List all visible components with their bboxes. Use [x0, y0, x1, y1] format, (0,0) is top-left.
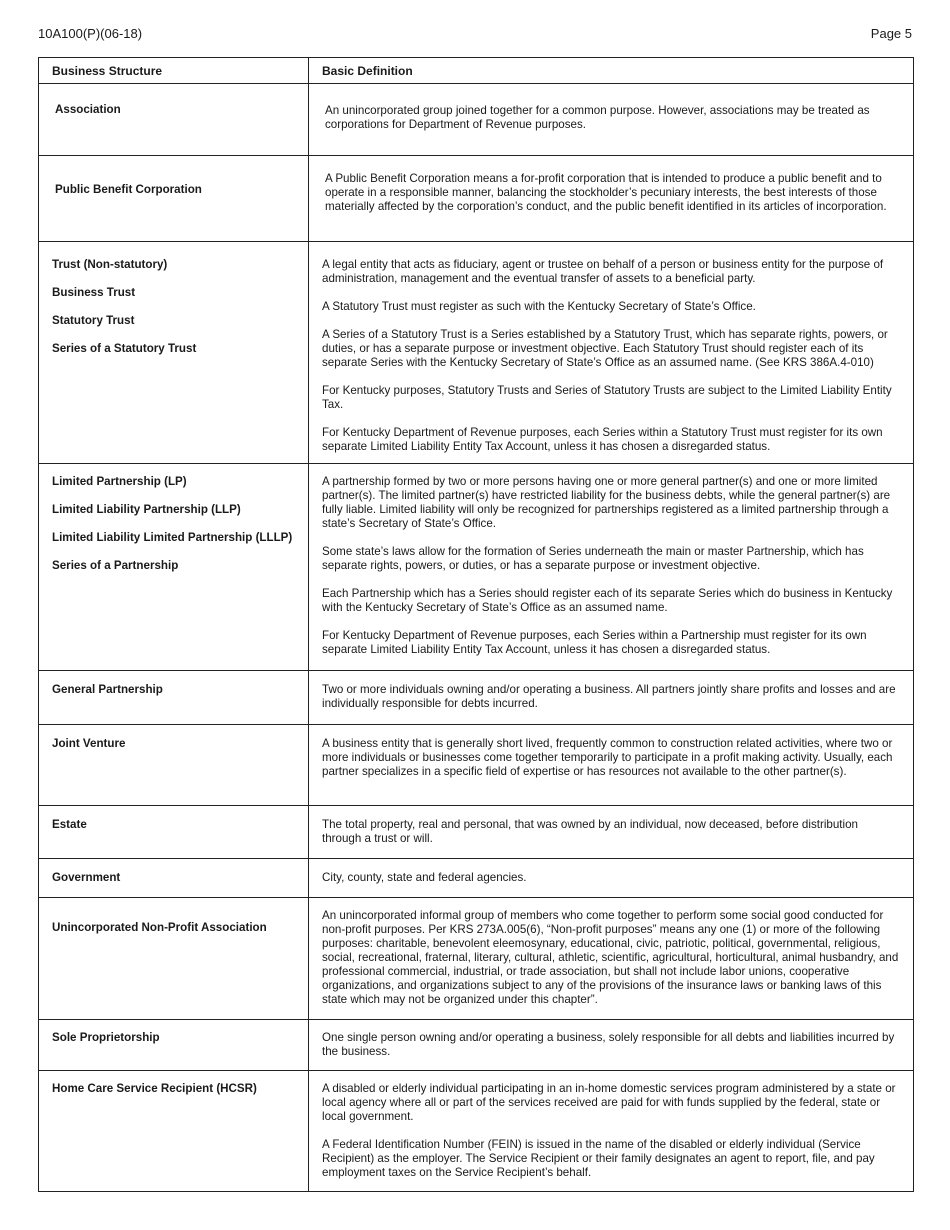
definition-paragraph: A Series of a Statutory Trust is a Series established by a Statutory Trust, which has separate rights, powers, or duties, or has a separate purpose or investment objective. Each Statutory Trust should register each of its separate Series with the Kentucky Secretary of State’s Office as an assumed name. (See KRS 386A.4-010) [322, 328, 888, 369]
table-row [39, 464, 914, 671]
structure-name: Series of a Statutory Trust [52, 342, 197, 355]
structure-name: Statutory Trust [52, 314, 135, 327]
business-structure-cell [39, 242, 309, 464]
table-row [39, 1020, 914, 1071]
structure-name: Estate [52, 818, 87, 831]
business-structure-cell [39, 671, 309, 725]
structure-name: Limited Liability Partnership (LLP) [52, 503, 241, 516]
business-structure-cell [39, 84, 309, 156]
basic-definition-cell [309, 84, 914, 156]
definition-paragraph: For Kentucky Department of Revenue purposes, each Series within a Statutory Trust must register for its own separate Limited Liability Entity Tax Account, unless it has chosen a disregarded status. [322, 426, 883, 453]
definition-paragraph: A Public Benefit Corporation means a for-profit corporation that is intended to produce a public benefit and to operate in a responsible manner, balancing the stockholder’s pecuniary interests, the best interests of those materially affected by the corporation’s conduct, and the public benefit identified in its articles of incorporation. [325, 172, 887, 213]
structure-name: Trust (Non-statutory) [52, 258, 168, 271]
business-structure-cell [39, 725, 309, 806]
basic-definition-cell [309, 671, 914, 725]
definition-paragraph: A Federal Identification Number (FEIN) is issued in the name of the disabled or elderly individual (Service Recipient) as the employer. The Service Recipient or their family designates an agent to report, file, and pay employment taxes on the Service Recipient’s behalf. [322, 1138, 875, 1179]
basic-definition-cell [309, 464, 914, 671]
form-id: 10A100(P)(06-18) [38, 26, 143, 41]
basic-definition-cell [309, 725, 914, 806]
definition-paragraph: City, county, state and federal agencies. [322, 871, 527, 884]
definition-paragraph: Some state’s laws allow for the formation of Series underneath the main or master Partnership, which has separate rights, powers, or duties, or has a separate purpose or investment objective. [322, 545, 864, 572]
table-header-row [39, 58, 914, 84]
definition-paragraph: For Kentucky purposes, Statutory Trusts and Series of Statutory Trusts are subject to the Limited Liability Entity Tax. [322, 384, 892, 411]
definition-paragraph: A partnership formed by two or more persons having one or more general partner(s) and one or more limited partner(s). The limited partner(s) have restricted liability for the business debts, while the general partner(s) are fully liable. Limited liability will only be recognized for partnerships registered as a limited partnership through a state’s Secretary of State’s Office. [322, 475, 891, 530]
basic-definition-cell [309, 898, 914, 1020]
table-row [39, 859, 914, 898]
structure-name: Home Care Service Recipient (HCSR) [52, 1082, 257, 1095]
business-structure-cell [39, 156, 309, 242]
business-structure-cell [39, 806, 309, 859]
definition-paragraph: An unincorporated group joined together for a common purpose. However, associations may be treated as corporations for Department of Revenue purposes. [325, 104, 870, 131]
definition-paragraph: A legal entity that acts as fiduciary, agent or trustee on behalf of a person or business entity for the purpose of administration, management and the eventual transfer of assets to a beneficial party. [322, 258, 884, 285]
definition-paragraph: For Kentucky Department of Revenue purposes, each Series within a Partnership must register for its own separate Limited Liability Entity Tax Account, unless it has chosen a disregarded status. [322, 629, 867, 656]
structure-name: Business Trust [52, 286, 136, 299]
basic-definition-cell [309, 806, 914, 859]
structure-name: Limited Liability Limited Partnership (LLLP) [52, 531, 293, 544]
basic-definition-cell [309, 859, 914, 898]
structure-name: Unincorporated Non-Profit Association [52, 921, 267, 934]
basic-definition-cell [309, 1020, 914, 1071]
column-header-definition: Basic Definition [309, 58, 914, 84]
structure-name: Government [52, 871, 121, 884]
table-row [39, 1071, 914, 1192]
definition-paragraph: A Statutory Trust must register as such with the Kentucky Secretary of State’s Office. [322, 300, 756, 313]
business-structure-cell [39, 898, 309, 1020]
business-structure-table [38, 57, 914, 1192]
table-row [39, 242, 914, 464]
structure-name: Public Benefit Corporation [55, 183, 202, 196]
definition-paragraph: One single person owning and/or operating a business, solely responsible for all debts and liabilities incurred by the business. [322, 1031, 895, 1058]
definition-paragraph: A disabled or elderly individual participating in an in-home domestic services program administered by a state or local agency where all or part of the services received are paid for with funds supplied by the federal, state or local government. [322, 1082, 896, 1123]
structure-name: Limited Partnership (LP) [52, 475, 187, 488]
basic-definition-cell [309, 242, 914, 464]
business-structure-cell [39, 859, 309, 898]
structure-name: Sole Proprietorship [52, 1031, 160, 1044]
table-row [39, 84, 914, 156]
table-row [39, 725, 914, 806]
definition-paragraph: The total property, real and personal, that was owned by an individual, now deceased, before distribution through a trust or will. [322, 818, 859, 845]
structure-name: Joint Venture [52, 737, 126, 750]
business-structure-cell [39, 1020, 309, 1071]
definition-paragraph: Two or more individuals owning and/or operating a business. All partners jointly share profits and losses and are individually responsible for debts incurred. [322, 683, 896, 710]
definition-paragraph: A business entity that is generally short lived, frequently common to construction related activities, where two or more individuals or businesses come together temporarily to participate in a profit making activity. Usually, each partner specializes in a specific field of expertise or has resources not available to the other partner(s). [322, 737, 893, 778]
structure-name: Association [55, 103, 121, 116]
basic-definition-cell [309, 156, 914, 242]
column-header-structure: Business Structure [39, 58, 309, 84]
table-row [39, 898, 914, 1020]
structure-name: General Partnership [52, 683, 163, 696]
business-structure-cell [39, 1071, 309, 1192]
business-structure-cell [39, 464, 309, 671]
table-row [39, 156, 914, 242]
definition-paragraph: An unincorporated informal group of members who come together to perform some social good conducted for non-profit purposes. Per KRS 273A.005(6), “Non-profit purposes” means any one (1) or more of the following purposes: charitable, benevolent eleemosynary, educational, civic, patriotic, political, governmental, religious, social, recreational, fraternal, literary, cultural, athletic, scientific, agricultural, horticultural, animal husbandry, and professional commercial, industrial, or trade association, but shall not include labor unions, cooperative organizations, and organizations subject to any of the provisions of the insurance laws or banking laws of this state which may not be organized under this chapter”. [322, 909, 899, 1006]
table-row [39, 671, 914, 725]
basic-definition-cell [309, 1071, 914, 1192]
definition-paragraph: Each Partnership which has a Series should register each of its separate Series which do business in Kentucky with the Kentucky Secretary of State’s Office as an assumed name. [322, 587, 893, 614]
page-number: Page 5 [870, 26, 912, 41]
structure-name: Series of a Partnership [52, 559, 179, 572]
table-row [39, 806, 914, 859]
